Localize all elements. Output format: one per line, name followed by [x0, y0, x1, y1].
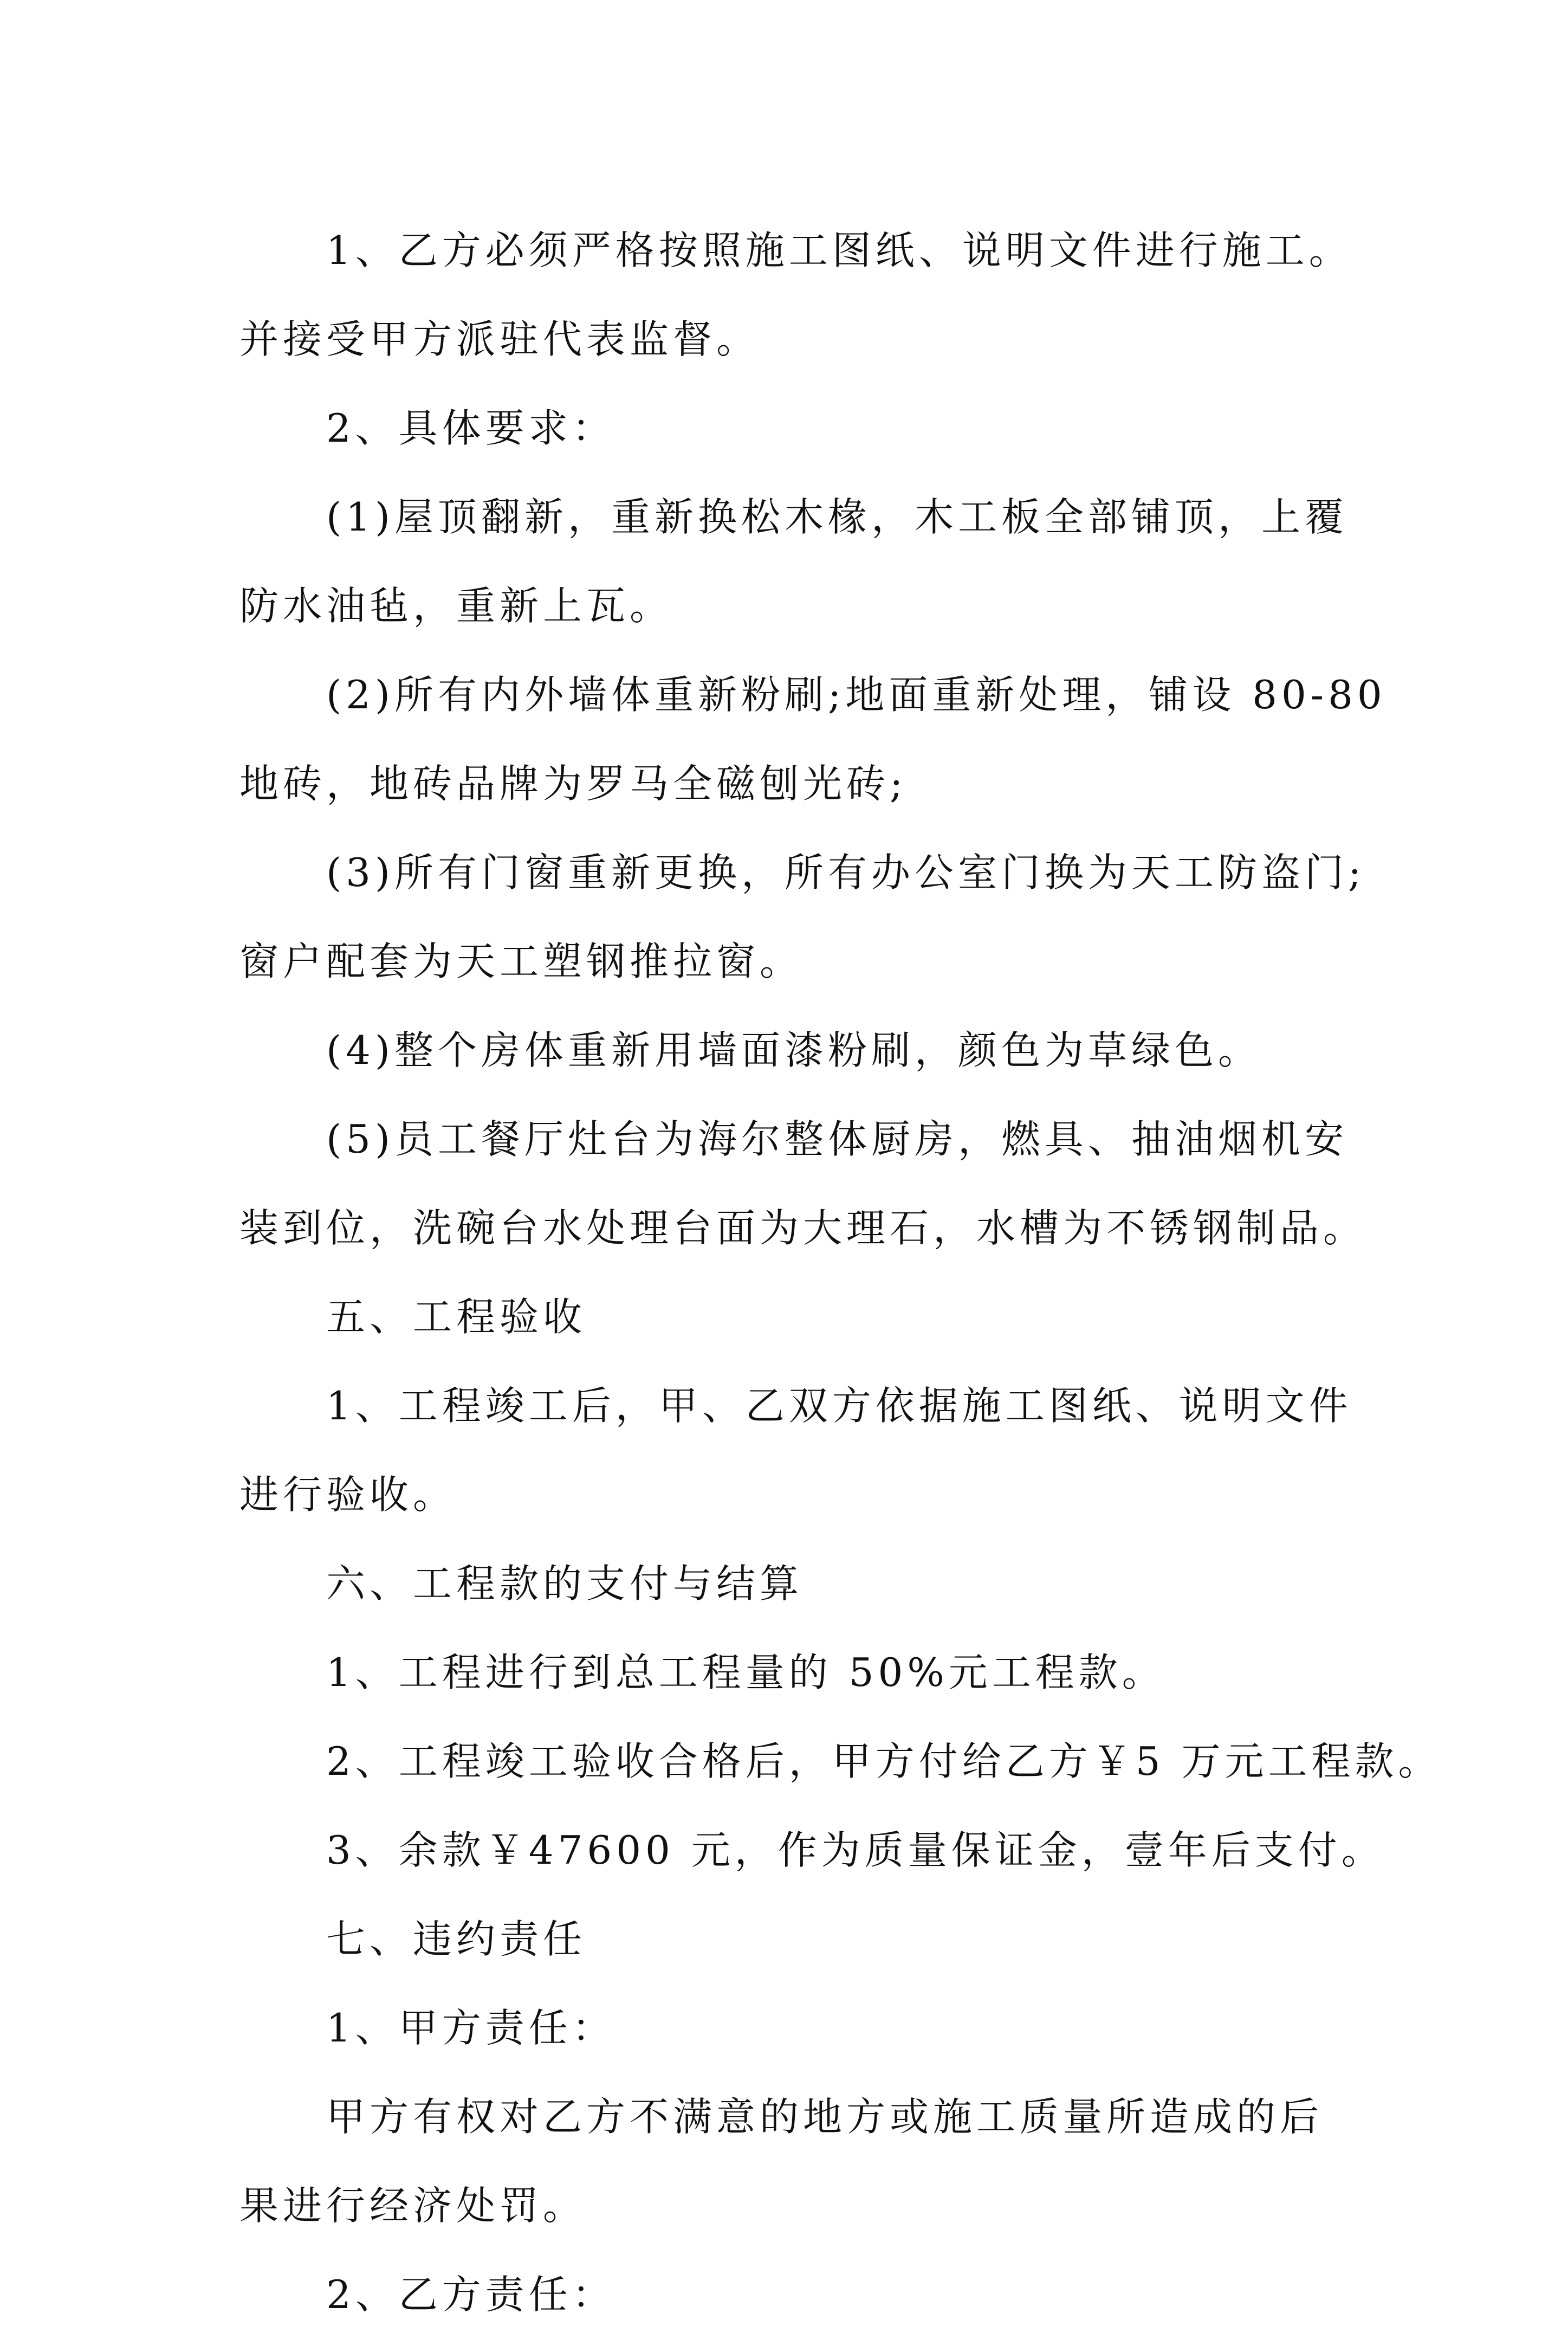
paragraph-line: 地砖，地砖品牌为罗马全磁刨光砖; — [239, 761, 908, 806]
paragraph-payment-2 — [239, 1717, 1442, 1806]
paragraph-wall-floor — [239, 650, 1386, 828]
paragraph-line: 进行验收。 — [239, 1472, 457, 1517]
paragraph-payment-1 — [239, 1628, 1334, 1717]
paragraph-line: 1、甲方责任： — [326, 2005, 615, 2051]
section-heading-liability — [239, 1895, 1334, 1983]
paragraph-exterior-paint — [239, 1006, 1334, 1095]
paragraph-party-b-liability-heading — [239, 2250, 1334, 2339]
paragraph-line: 2、工程竣工验收合格后，甲方付给乙方￥5 万元工程款。 — [326, 1739, 1442, 1784]
paragraph-doors-windows — [239, 828, 1366, 1006]
paragraph-line: (3)所有门窗重新更换，所有办公室门换为天工防盗门; — [326, 850, 1366, 895]
paragraph-line: 甲方有权对乙方不满意的地方或施工质量所造成的后 — [326, 2094, 1324, 2140]
paragraph-roof-renovation — [239, 473, 1348, 650]
section-heading: 五、工程验收 — [326, 1294, 587, 1340]
paragraph-line: 1、乙方必须严格按照施工图纸、说明文件进行施工。 — [326, 228, 1352, 273]
paragraph-line: (5)员工餐厅灶台为海尔整体厨房，燃具、抽油烟机安 — [326, 1116, 1348, 1162]
paragraph-kitchen — [239, 1095, 1367, 1272]
paragraph-line: 3、余款￥47600 元，作为质量保证金，壹年后支付。 — [326, 1827, 1385, 1873]
document-body — [239, 206, 1442, 2339]
paragraph-construction-compliance — [239, 206, 1352, 384]
paragraph-line: 并接受甲方派驻代表监督。 — [239, 316, 760, 362]
section-heading: 七、违约责任 — [326, 1916, 587, 1962]
paragraph-line: (1)屋顶翻新，重新换松木椽，木工板全部铺顶，上覆 — [326, 494, 1348, 540]
paragraph-line: 装到位，洗碗台水处理台面为大理石，水槽为不锈钢制品。 — [239, 1205, 1367, 1251]
section-heading-payment — [239, 1539, 1334, 1628]
paragraph-line: 果进行经济处罚。 — [239, 2183, 587, 2228]
paragraph-party-a-liability — [239, 2072, 1334, 2250]
section-heading: 六、工程款的支付与结算 — [326, 1561, 804, 1606]
paragraph-party-a-liability-heading — [239, 1983, 1334, 2072]
paragraph-specific-requirements — [239, 384, 1334, 473]
paragraph-acceptance-procedure — [239, 1361, 1352, 1539]
paragraph-line: 2、乙方责任： — [326, 2272, 615, 2317]
paragraph-line: (2)所有内外墙体重新粉刷;地面重新处理，铺设 80-80 — [326, 672, 1386, 718]
paragraph-line: 窗户配套为天工塑钢推拉窗。 — [239, 939, 804, 984]
paragraph-line: 1、工程竣工后，甲、乙双方依据施工图纸、说明文件 — [326, 1383, 1352, 1429]
paragraph-payment-3 — [239, 1806, 1385, 1895]
section-heading-acceptance — [239, 1272, 1334, 1361]
paragraph-line: 1、工程进行到总工程量的 50%元工程款。 — [326, 1650, 1165, 1695]
paragraph-line: 2、具体要求： — [326, 405, 615, 451]
paragraph-line: 防水油毡，重新上瓦。 — [239, 583, 673, 629]
paragraph-line: (4)整个房体重新用墙面漆粉刷，颜色为草绿色。 — [326, 1028, 1261, 1073]
